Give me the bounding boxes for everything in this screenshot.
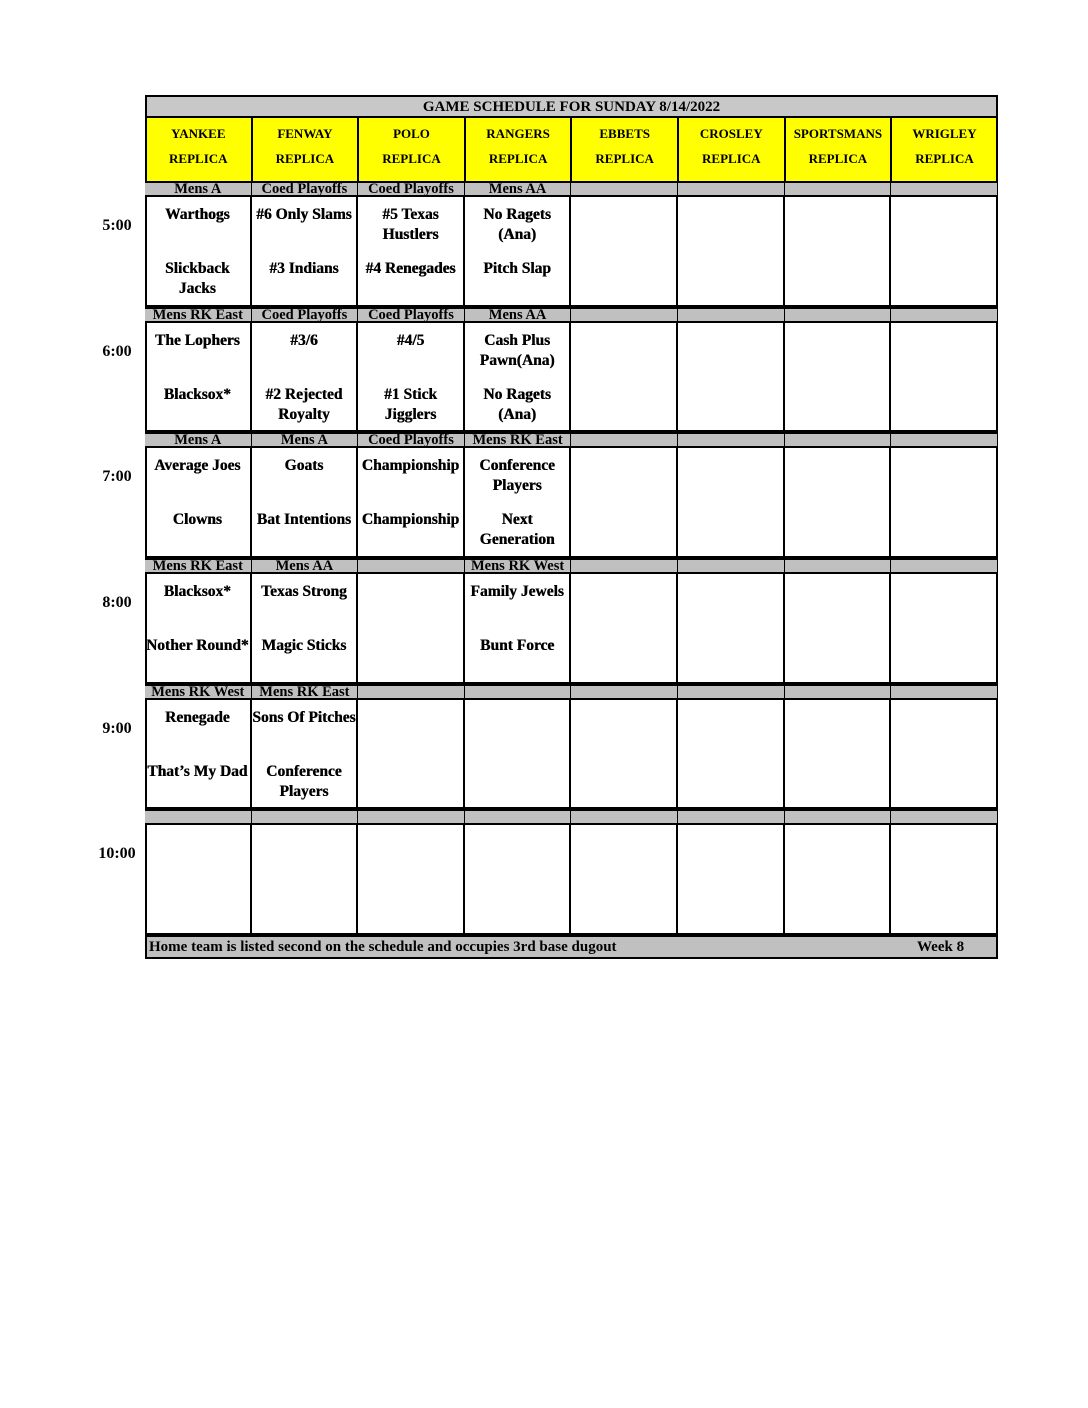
game-cell (678, 323, 785, 430)
division-band (145, 558, 998, 574)
game-cell (145, 574, 252, 682)
game-cell (252, 197, 359, 305)
away-team: No Ragets (Ana) (483, 206, 551, 243)
division-label: Coed Playoffs (358, 183, 465, 195)
field-sub: REPLICA (702, 151, 761, 166)
field-header (465, 118, 572, 182)
away-team: Goats (284, 457, 324, 474)
home-team: No Ragets (Ana) (483, 386, 551, 423)
game-cell (465, 825, 572, 933)
game-cell (465, 448, 572, 556)
division-label (678, 434, 785, 446)
game-cell (358, 574, 465, 682)
home-team: Championship (361, 511, 460, 528)
home-team: #4 Renegades (365, 260, 456, 277)
field-name: POLO (393, 126, 430, 141)
home-team: Slickback Jacks (164, 260, 230, 297)
division-label (785, 560, 892, 572)
game-cell (891, 700, 998, 807)
field-name: CROSLEY (699, 126, 763, 141)
game-cell (145, 197, 252, 305)
home-team: That’s My Dad (147, 763, 248, 780)
division-label: Mens AA (465, 309, 572, 321)
game-cell (678, 700, 785, 807)
division-label: Mens RK East (145, 560, 252, 572)
time-slot (145, 323, 998, 432)
schedule-title: GAME SCHEDULE FOR SUNDAY 8/14/2022 (145, 95, 998, 118)
division-label (785, 686, 892, 698)
game-cell (358, 448, 465, 556)
away-team: Blacksox* (163, 583, 231, 600)
time-slot (145, 448, 998, 558)
away-team: #3/6 (290, 332, 318, 349)
game-cell (145, 700, 252, 807)
time-label: 7:00 (102, 468, 132, 485)
division-label (785, 183, 892, 195)
time-slot (145, 700, 998, 809)
division-label (571, 560, 678, 572)
field-header (571, 118, 678, 182)
division-label (678, 811, 785, 823)
field-name: SPORTSMANS (793, 126, 883, 141)
division-band (145, 684, 998, 700)
field-header (252, 118, 359, 182)
division-label: Coed Playoffs (252, 309, 359, 321)
field-name: RANGERS (486, 126, 550, 141)
game-cell (358, 825, 465, 933)
division-label: Mens RK East (252, 686, 359, 698)
division-label: Mens A (145, 183, 252, 195)
home-team: Conference Players (266, 763, 342, 800)
field-sub: REPLICA (169, 151, 228, 166)
field-header (678, 118, 785, 182)
game-cell (145, 448, 252, 556)
away-team: Conference Players (479, 457, 555, 494)
game-cell (571, 323, 678, 430)
division-label (571, 309, 678, 321)
time-slot (145, 197, 998, 307)
division-label: Mens A (145, 434, 252, 446)
field-name: EBBETS (599, 126, 650, 141)
game-cell (785, 448, 892, 556)
division-label (358, 686, 465, 698)
division-band (145, 432, 998, 448)
home-team: Nother Round* (145, 637, 249, 654)
division-label (145, 811, 252, 823)
division-label: Mens A (252, 434, 359, 446)
game-cell (465, 197, 572, 305)
division-label (571, 434, 678, 446)
away-team: #4/5 (396, 332, 425, 349)
week-label: Week 8 (917, 939, 965, 955)
field-sub: REPLICA (595, 151, 654, 166)
game-cell (891, 323, 998, 430)
game-cell (785, 700, 892, 807)
game-cell (571, 448, 678, 556)
game-cell (252, 323, 359, 430)
field-sub: REPLICA (808, 151, 868, 166)
division-label: Mens AA (465, 183, 572, 195)
away-team: Renegade (165, 709, 230, 726)
division-label (465, 686, 572, 698)
game-cell (571, 700, 678, 807)
division-label: Mens AA (252, 560, 359, 572)
division-label (465, 811, 572, 823)
footer-note: Home team is listed second on the schedule and occupies 3rd base dugout (149, 939, 617, 955)
division-label (678, 309, 785, 321)
home-team: #2 Rejected Royalty (265, 386, 343, 423)
field-header (145, 118, 252, 182)
game-cell (891, 825, 998, 933)
game-cell (785, 197, 892, 305)
game-cell (252, 448, 359, 556)
division-label (571, 183, 678, 195)
home-team: Pitch Slap (483, 260, 551, 277)
home-team: Blacksox* (163, 386, 231, 403)
division-label (678, 183, 785, 195)
game-cell (891, 197, 998, 305)
game-cell (465, 700, 572, 807)
division-label (785, 309, 892, 321)
schedule-footer (145, 935, 998, 959)
field-sub: REPLICA (275, 151, 335, 166)
division-label: Coed Playoffs (252, 183, 359, 195)
away-team: #6 Only Slams (256, 206, 352, 223)
home-team: Next Generation (479, 511, 555, 548)
division-label (891, 434, 998, 446)
away-team: The Lophers (154, 332, 240, 349)
game-cell (678, 574, 785, 682)
division-label (678, 686, 785, 698)
field-header (891, 118, 998, 182)
division-band (145, 809, 998, 825)
division-label (678, 560, 785, 572)
field-sub: REPLICA (382, 151, 441, 166)
game-cell (891, 574, 998, 682)
game-cell (785, 323, 892, 430)
division-band (145, 181, 998, 197)
division-label: Mens RK East (465, 434, 572, 446)
division-label (358, 560, 465, 572)
field-name: FENWAY (277, 126, 333, 141)
division-band (145, 307, 998, 323)
away-team: Warthogs (165, 206, 230, 223)
home-team: Bat Intentions (256, 511, 352, 528)
division-label: Coed Playoffs (358, 309, 465, 321)
division-label (891, 811, 998, 823)
game-cell (571, 197, 678, 305)
division-label (785, 434, 892, 446)
away-team: Family Jewels (470, 583, 564, 600)
game-cell (678, 197, 785, 305)
field-name: YANKEE (171, 126, 226, 141)
time-label: 6:00 (102, 343, 132, 360)
game-cell (678, 448, 785, 556)
away-team: Texas Strong (261, 583, 347, 600)
time-label: 9:00 (102, 720, 132, 737)
away-team: Average Joes (154, 457, 241, 474)
time-label: 5:00 (102, 217, 132, 234)
division-label (252, 811, 359, 823)
division-label (571, 811, 678, 823)
away-team: Championship (361, 457, 460, 474)
game-cell (358, 700, 465, 807)
game-cell (465, 323, 572, 430)
away-team: Sons Of Pitches (252, 709, 356, 726)
game-cell (678, 825, 785, 933)
home-team: Magic Sticks (261, 637, 347, 654)
game-cell (571, 574, 678, 682)
division-label (891, 309, 998, 321)
game-cell (785, 825, 892, 933)
game-cell (252, 574, 359, 682)
division-label (785, 811, 892, 823)
game-cell (891, 448, 998, 556)
division-label: Mens RK East (145, 309, 252, 321)
division-label: Mens RK West (465, 560, 572, 572)
game-cell (358, 323, 465, 430)
division-label: Coed Playoffs (358, 434, 465, 446)
division-label (891, 183, 998, 195)
division-label: Mens RK West (145, 686, 252, 698)
time-slot (145, 825, 998, 935)
field-header (785, 118, 892, 182)
home-team: Bunt Force (479, 637, 555, 654)
field-name: WRIGLEY (912, 126, 977, 141)
division-label (358, 811, 465, 823)
division-label (571, 686, 678, 698)
field-sub: REPLICA (488, 151, 548, 166)
away-team: #5 Texas Hustlers (382, 206, 439, 243)
game-cell (145, 323, 252, 430)
division-label (891, 560, 998, 572)
game-cell (785, 574, 892, 682)
home-team: #1 Stick Jigglers (384, 386, 437, 423)
field-sub: REPLICA (915, 151, 974, 166)
game-cell (358, 197, 465, 305)
time-slot (145, 574, 998, 684)
game-cell (252, 700, 359, 807)
game-cell (465, 574, 572, 682)
time-label: 10:00 (98, 845, 136, 862)
game-cell (571, 825, 678, 933)
division-label (891, 686, 998, 698)
away-team: Cash Plus Pawn(Ana) (479, 332, 555, 369)
field-header (358, 118, 465, 182)
game-cell (252, 825, 359, 933)
time-label: 8:00 (102, 594, 132, 611)
home-team: Clowns (172, 511, 222, 528)
game-cell (145, 825, 252, 933)
home-team: #3 Indians (269, 260, 339, 277)
